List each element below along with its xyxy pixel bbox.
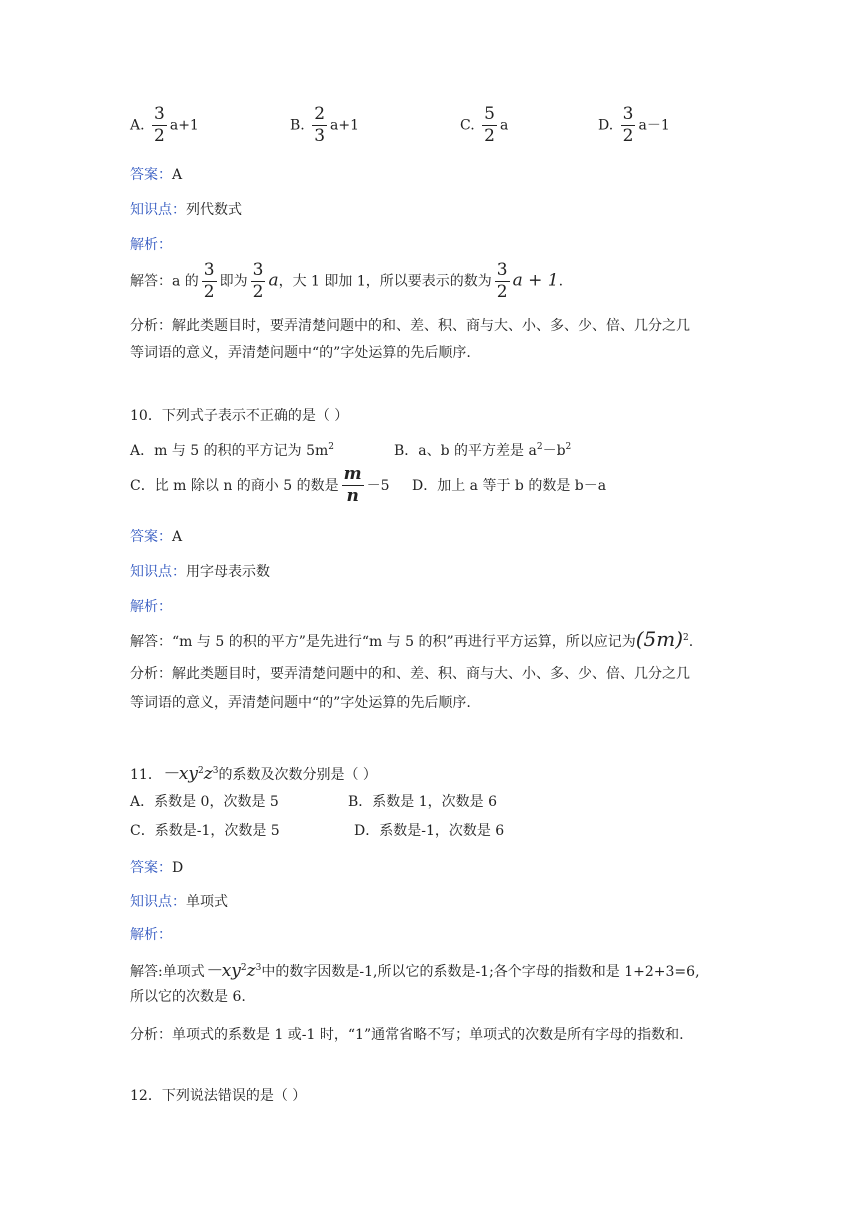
q11-options-ab (130, 792, 730, 812)
q11-option-c: C．系数是-1，次数是 5 (130, 823, 280, 839)
q9-solution: 解答：a 的 $\frac{3}{2}$ 即为 $\frac{3}{2}$ a，大 1 即加 1，所以要表示的数为 $\frac{3}{2}$ a + 1. (130, 260, 564, 302)
q9-option-a: A. $\frac{3}{2}$ a+1 (130, 104, 199, 146)
kp-label: 知识点： (130, 564, 186, 580)
q9-option-b: B. $\frac{2}{3}$ a+1 (290, 104, 360, 146)
q9-jiexi-label: 解析： (130, 237, 172, 253)
q9-options-row (130, 106, 730, 150)
q11-options-cd (130, 821, 730, 841)
q11-analysis: 分析：单项式的系数是 1 或-1 时，“1”通常省略不写；单项式的次数是所有字母的指数和. (130, 1027, 684, 1043)
answer-value: A (172, 529, 183, 545)
q10-option-a: A．m 与 5 的积的平方记为 $5m^2$ (130, 442, 335, 459)
q11-knowledge-point (130, 892, 228, 912)
q11-solution-line-2: 所以它的次数是 6. (130, 989, 246, 1005)
q10-knowledge-point (130, 562, 270, 582)
q9-option-c: C. $\frac{5}{2}$ a (460, 104, 509, 146)
q10-option-b: B．a、b 的平方差是 $a^2-b^2$ (394, 442, 572, 459)
q10-option-c: C．比 m 除以 n 的商小 5 的数是 $\frac{m}{n}$ －5 (130, 464, 390, 506)
kp-label: 知识点： (130, 202, 186, 218)
answer-value: D (172, 860, 184, 876)
q9-knowledge-point (130, 200, 242, 220)
q9-option-d: D. $\frac{3}{2}$ a－1 (598, 104, 670, 146)
q11-stem: 11．$-xy^2z^3$的系数及次数分别是（ ） (130, 764, 377, 784)
answer-label: 答案： (130, 529, 172, 545)
q11-option-d: D．系数是-1，次数是 6 (354, 823, 505, 839)
q10-analysis-line-1: 分析：解此类题目时，要弄清楚问题中的和、差、积、商与大、小、多、少、倍、几分之几 (130, 666, 690, 682)
q10-stem: 10．下列式子表示不正确的是（ ） (130, 408, 349, 424)
answer-value: A (172, 167, 183, 183)
q10-analysis-line-2: 等词语的意义，弄清楚问题中“的”字处运算的先后顺序. (130, 695, 471, 711)
q11-solution-line-1: 解答:单项式$-xy^2z^3$中的数字因数是-1,所以它的系数是-1;各个字母的指数和是 1+2+3=6, (130, 961, 700, 981)
kp-value: 列代数式 (186, 202, 242, 218)
kp-label: 知识点： (130, 894, 186, 910)
q12-stem: 12．下列说法错误的是（ ） (130, 1088, 307, 1104)
q10-solution: 解答：“m 与 5 的积的平方”是先进行“m 与 5 的积”再进行平方运算，所以应记为$(5m)^2$. (130, 627, 694, 651)
kp-value: 单项式 (186, 894, 228, 910)
q10-option-d: D．加上 a 等于 b 的数是 b－a (412, 477, 607, 494)
q10-jiexi-label: 解析： (130, 599, 172, 615)
answer-label: 答案： (130, 860, 172, 876)
q9-analysis-line-2: 等词语的意义，弄清楚问题中“的”字处运算的先后顺序. (130, 345, 471, 361)
q10-options-cd (130, 466, 606, 505)
q10-options-ab (130, 437, 730, 457)
q11-answer (130, 858, 183, 878)
q10-answer (130, 527, 182, 547)
answer-label: 答案： (130, 167, 172, 183)
q11-option-a: A．系数是 0，次数是 5 (130, 794, 279, 810)
kp-value: 用字母表示数 (186, 564, 270, 580)
q9-answer (130, 165, 182, 185)
q9-analysis-line-1: 分析：解此类题目时，要弄清楚问题中的和、差、积、商与大、小、多、少、倍、几分之几 (130, 318, 690, 334)
q11-option-b: B．系数是 1，次数是 6 (348, 794, 498, 810)
q11-jiexi-label: 解析： (130, 927, 172, 943)
